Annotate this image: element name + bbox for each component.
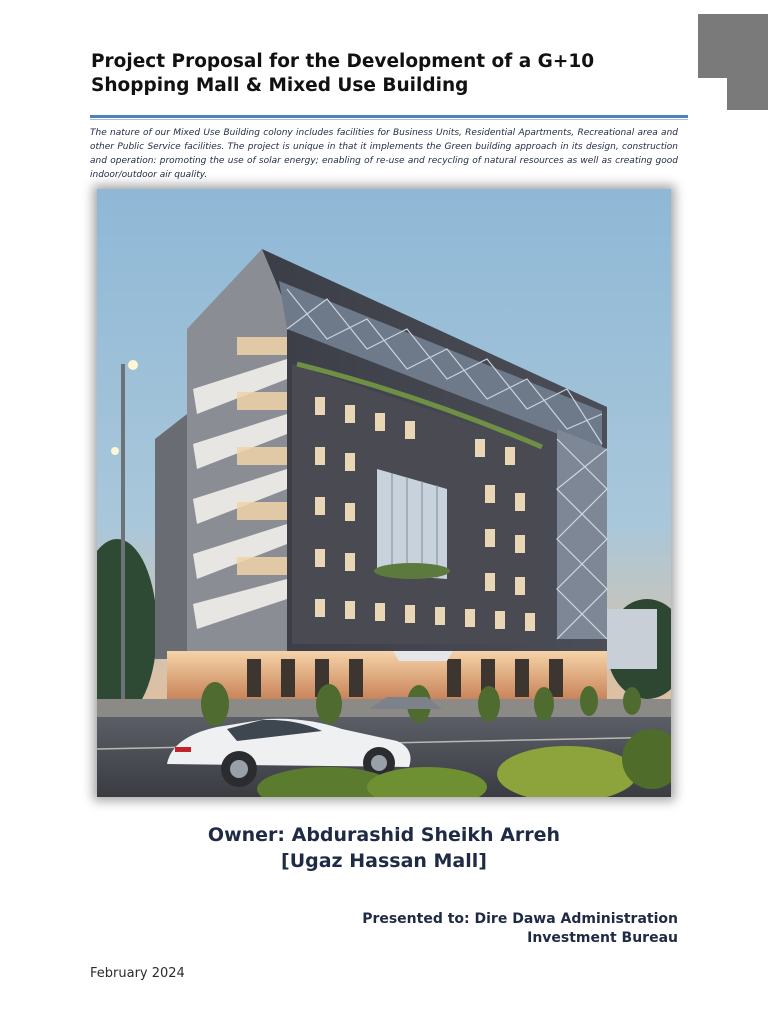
document-date: February 2024: [90, 966, 185, 981]
intro-paragraph: The nature of our Mixed Use Building colony includes facilities for Business Units, Residential Apartments, Recreational area and other Public Service facilities. The project is unique in that it implements the Green building approach in its design, construction and operation: promoting the use of solar energy; enabling of re-use and recycling of natural resources as well as creating good indoor/outdoor air quality.: [90, 128, 678, 180]
presented-to-line-1: Presented to: Dire Dawa Administration: [362, 911, 678, 927]
building-rendering-image: [97, 189, 671, 797]
document-title: [91, 50, 691, 98]
title-line-2: Shopping Mall & Mixed Use Building: [91, 75, 469, 96]
presented-to-block: [250, 910, 678, 948]
title-rule: [90, 115, 688, 118]
owner-mall-name: [Ugaz Hassan Mall]: [281, 850, 487, 872]
owner-block: [150, 822, 618, 874]
title-line-1: Project Proposal for the Development of a G+10: [91, 51, 595, 72]
owner-name: Owner: Abdurashid Sheikh Arreh: [207, 824, 561, 846]
title-rule-thin: [90, 119, 688, 120]
presented-to-line-2: Investment Bureau: [527, 930, 678, 946]
corner-decoration-tab: [727, 14, 768, 110]
